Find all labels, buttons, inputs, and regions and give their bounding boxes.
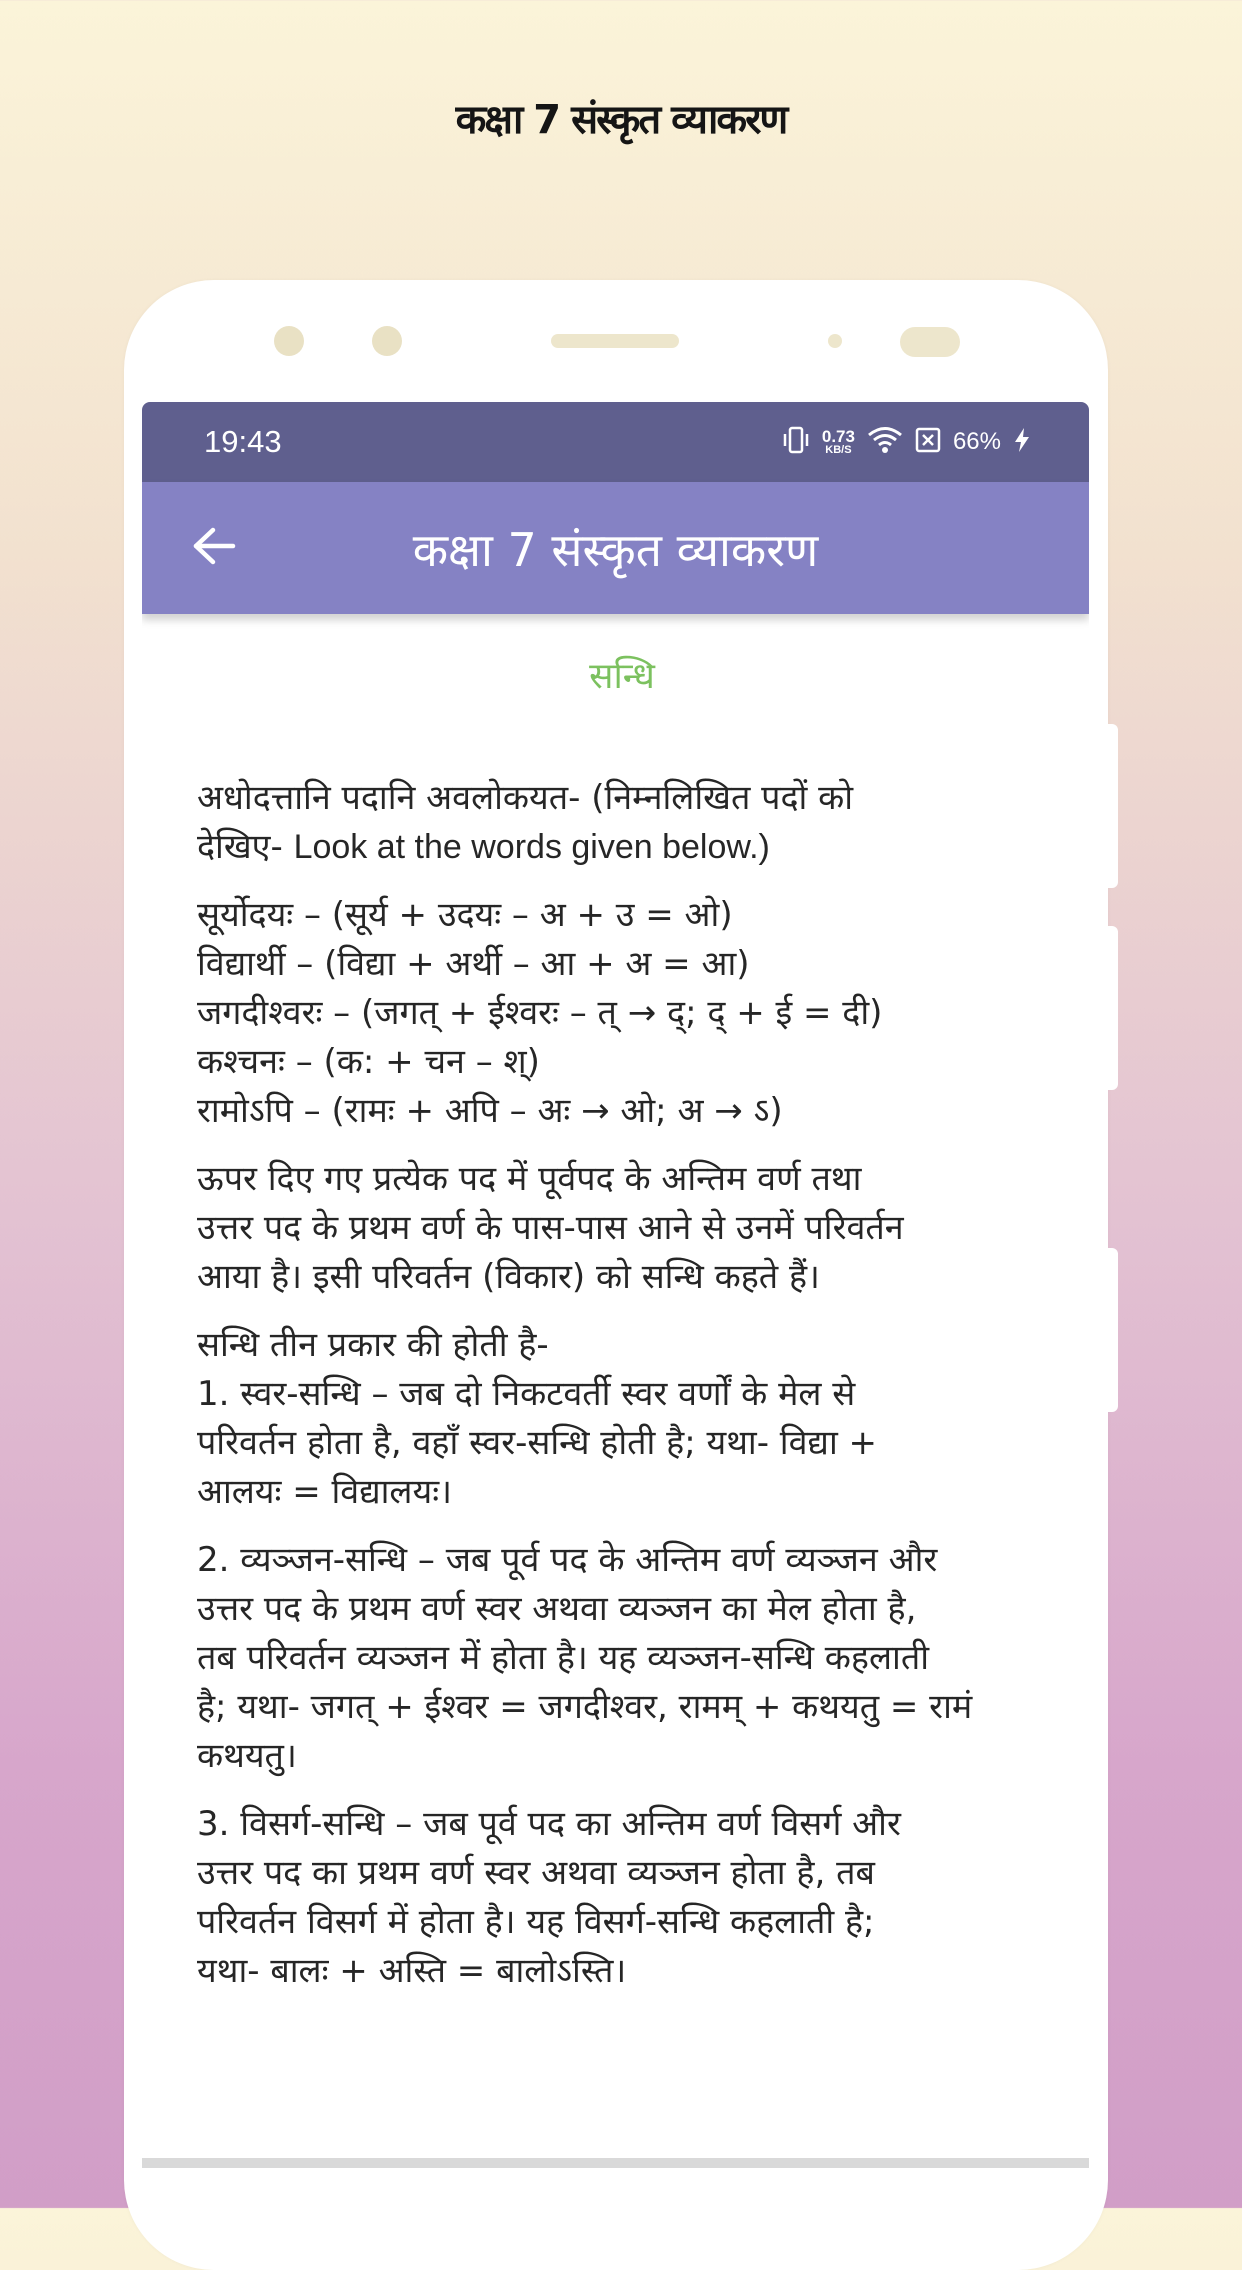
text-line: है; यथा- जगत् + ईश्वर = जगदीश्वर, रामम् + कथयतु = रामं [197, 1687, 973, 1727]
status-bar [142, 402, 1089, 482]
app-bar [142, 482, 1089, 614]
text-line [197, 823, 1047, 872]
example-line: विद्यार्थी – (विद्या + अर्थी – आ + अ = आ) [197, 944, 750, 984]
text-line: सन्धि तीन प्रकार की होती है- [197, 1325, 549, 1365]
example-line: कश्चनः – (क: + चन – श्) [197, 1042, 540, 1082]
network-speed-value: 0.73 [821, 427, 855, 446]
phone-sensor-pill [900, 327, 960, 357]
wifi-icon [867, 425, 903, 460]
text-line: 3. विसर्ग-सन्धि – जब पूर्व पद का अन्तिम वर्ण विसर्ग और [197, 1804, 901, 1844]
vibrate-icon [782, 425, 810, 460]
phone-camera-dot [274, 326, 304, 356]
text-line: उत्तर पद के प्रथम वर्ण स्वर अथवा व्यञ्जन का मेल होता है, [197, 1589, 917, 1629]
text-line: 2. व्यञ्जन-सन्धि – जब पूर्व पद के अन्तिम वर्ण व्यञ्जन और [197, 1540, 938, 1580]
vyanjan-sandhi-paragraph [197, 1536, 1047, 1781]
phone-camera-dot [372, 326, 402, 356]
lesson-content [197, 652, 1047, 2015]
text-line: कथयतु। [197, 1736, 297, 1776]
example-line: सूर्योदयः – (सूर्य + उदयः – अ + उ = ओ) [197, 895, 733, 935]
lesson-heading: सन्धि [589, 656, 655, 697]
status-icons [782, 422, 1031, 462]
app-bar-title: कक्षा 7 संस्कृत व्याकरण [412, 523, 819, 577]
text-line: उत्तर पद का प्रथम वर्ण स्वर अथवा व्यञ्जन होता है, तब [197, 1853, 875, 1893]
phone-sensor [828, 334, 842, 348]
phone-side-button [1108, 1248, 1118, 1412]
text-line: ऊपर दिए गए प्रत्येक पद में पूर्वपद के अन्तिम वर्ण तथा [197, 1159, 862, 1199]
phone-speaker [551, 334, 679, 348]
text-line: परिवर्तन होता है, वहाँ स्वर-सन्धि होती है; यथा- विद्या + [197, 1423, 878, 1463]
example-line: रामोऽपि – (रामः + अपि – अः → ओ; अ → ऽ) [197, 1091, 783, 1131]
definition-paragraph [197, 1155, 1047, 1302]
text-line: यथा- बालः + अस्ति = बालोऽस्ति। [197, 1951, 627, 1991]
phone-side-button [1108, 926, 1118, 1090]
charging-icon [1013, 426, 1031, 459]
text-line: आलयः = विद्यालयः। [197, 1472, 452, 1512]
text-line: परिवर्तन विसर्ग में होता है। यह विसर्ग-सन्धि कहलाती है; [197, 1902, 875, 1942]
scroll-indicator [142, 2158, 1089, 2168]
visarg-sandhi-paragraph [197, 1800, 1047, 1996]
app-screen [142, 402, 1089, 2208]
network-speed-unit: KB/S [825, 444, 852, 456]
types-paragraph [197, 1321, 1047, 1517]
text-line: आया है। इसी परिवर्तन (विकार) को सन्धि कहते हैं। [197, 1257, 820, 1297]
text-line: अधोदत्तानि पदानि अवलोकयत- (निम्नलिखित पदों को [197, 778, 854, 818]
text-line: उत्तर पद के प्रथम वर्ण के पास-पास आने से उनमें परिवर्तन [197, 1208, 904, 1248]
status-time: 19:43 [204, 424, 282, 459]
network-speed [822, 428, 855, 456]
no-sim-icon [915, 426, 941, 459]
intro-hindi-part: देखिए- [197, 827, 294, 867]
intro-paragraph [197, 774, 1047, 872]
examples-list [197, 891, 1047, 1136]
intro-english-part: Look at the words given below.) [293, 828, 770, 866]
battery-level: 66% [952, 428, 1001, 455]
phone-side-button [1108, 724, 1118, 888]
promo-title: कक्षा 7 संस्कृत व्याकरण [455, 97, 787, 143]
text-line: 1. स्वर-सन्धि – जब दो निकटवर्ती स्वर वर्णों के मेल से [197, 1374, 856, 1414]
text-line: तब परिवर्तन व्यञ्जन में होता है। यह व्यञ्जन-सन्धि कहलाती [197, 1638, 930, 1678]
example-line: जगदीश्वरः – (जगत् + ईश्वरः – त् → द्; द् + ई = दी) [197, 993, 883, 1033]
